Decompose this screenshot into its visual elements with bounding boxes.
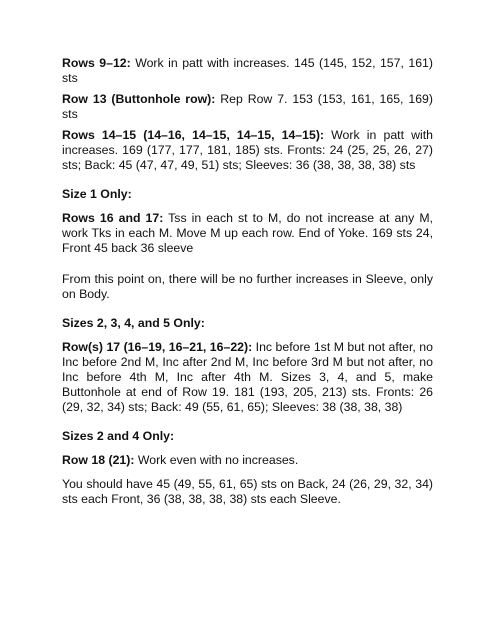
row-instructions: Rep Row 7. 153 (153, 161, 165, 169) sts: [62, 92, 433, 121]
pattern-paragraph: [62, 211, 433, 256]
section-heading: Size 1 Only:: [62, 187, 132, 201]
pattern-paragraph: [62, 92, 433, 122]
row-instructions: Inc before 1st M but not after, no Inc before 2nd M, Inc after 2nd M, Inc before 3rd M but not after, no Inc before 4th M, Inc after 4th M. Sizes 3, 4, and 5, make Buttonhole at end of Row 19. 181 (193, 205, 213) sts. Fronts: 26 (29, 32, 34) sts; Back: 49 (55, 61, 65); Sleeves: 38 (38, 38, 38): [62, 340, 433, 414]
pattern-page: [62, 56, 433, 507]
row-instructions: Work even with no increases.: [134, 453, 299, 467]
pattern-note: From this point on, there will be no further increases in Sleeve, only on Body.: [62, 272, 433, 301]
row-label: Row 13 (Buttonhole row):: [62, 92, 216, 106]
row-label: Rows 16 and 17:: [62, 211, 164, 225]
row-instructions: Work in patt with increases. 169 (177, 177, 181, 185) sts. Fronts: 24 (25, 25, 26, 27) sts; Back: 45 (47, 47, 49, 51) sts; Sleeves: 36 (38, 38, 38, 38) sts: [62, 128, 433, 172]
row-label: Row 18 (21):: [62, 453, 135, 467]
pattern-paragraph: [62, 453, 433, 468]
pattern-paragraph: [62, 128, 433, 173]
pattern-paragraph: [62, 340, 433, 415]
pattern-summary: You should have 45 (49, 55, 61, 65) sts on Back, 24 (26, 29, 32, 34) sts each Front, 36 (38, 38, 38, 38) sts each Sleeve.: [62, 477, 433, 506]
row-label: Rows 9–12:: [62, 56, 131, 70]
row-label: Row(s) 17 (16–19, 16–21, 16–22):: [62, 340, 253, 354]
section-heading: Sizes 2 and 4 Only:: [62, 429, 175, 443]
row-instructions: Work in patt with increases. 145 (145, 152, 157, 161) sts: [62, 56, 433, 85]
section-heading: Sizes 2, 3, 4, and 5 Only:: [62, 316, 205, 330]
row-instructions: Tss in each st to M, do not increase at any M, work Tks in each M. Move M up each row. End of Yoke. 169 sts 24, Front 45 back 36 sleeve: [62, 211, 434, 255]
pattern-paragraph: [62, 56, 433, 86]
row-label: Rows 14–15 (14–16, 14–15, 14–15, 14–15):: [62, 128, 325, 142]
